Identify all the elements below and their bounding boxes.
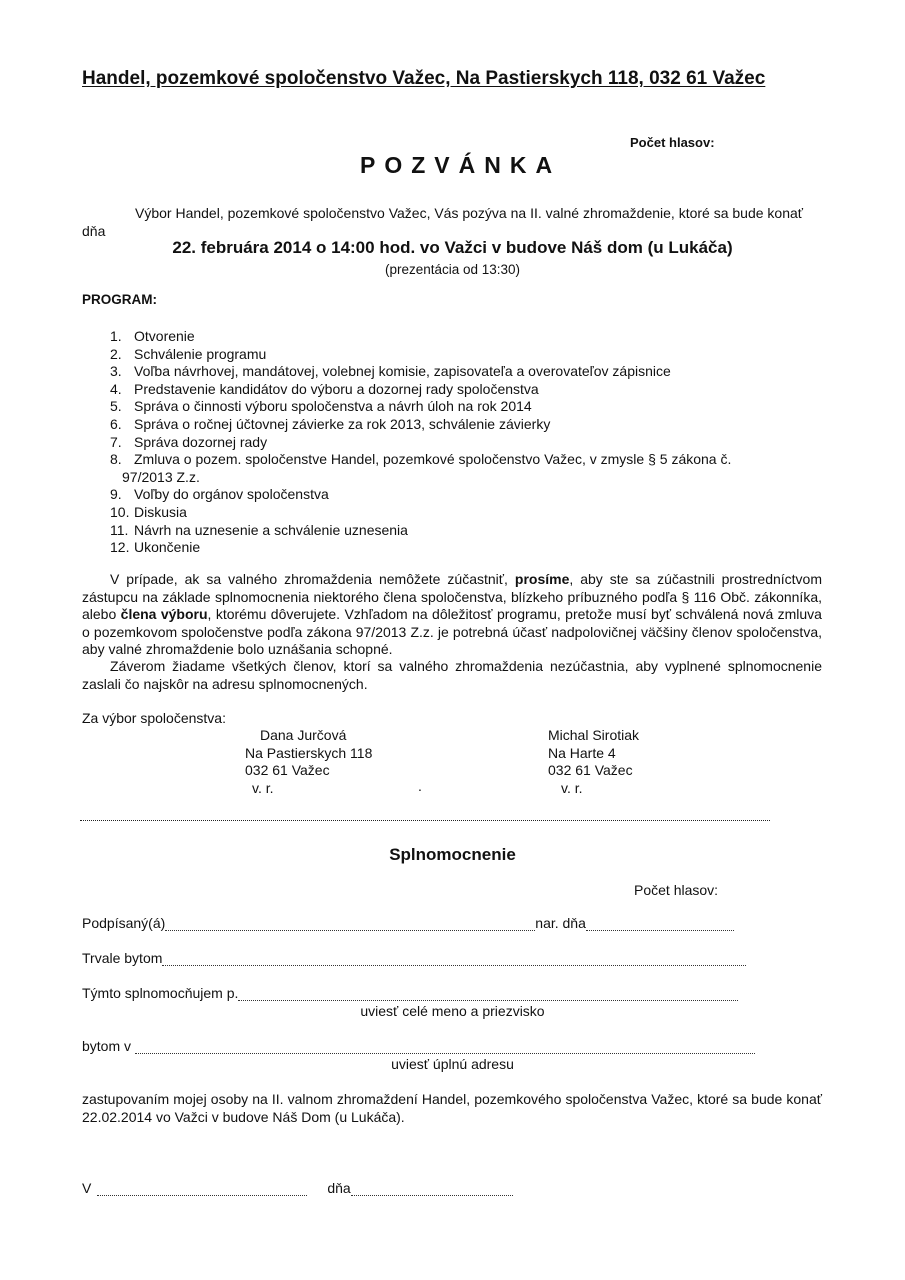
date-label: dňa [327, 1180, 351, 1196]
signatory-signed: v. r. [252, 779, 274, 796]
undersigned-blank[interactable] [165, 917, 535, 931]
undersigned-field-row [82, 915, 734, 931]
signatory-name: Michal Sirotiak [548, 727, 640, 743]
intro-text: Výbor Handel, pozemkové spoločenstvo Važec, Vás pozýva na II. valné zhromaždenie, ktoré sa bude konať dňa [82, 205, 804, 239]
meeting-datetime: 22. februára 2014 o 14:00 hod. vo Važci v budove Náš dom (u Lukáča) [172, 238, 733, 257]
program-item: 11. Návrh na uznesenie a schválenie uznesenia [110, 521, 408, 538]
signatory-signed: v. r. [561, 779, 583, 796]
residence-blank[interactable] [162, 952, 746, 966]
undersigned-label: Podpísaný(á) [82, 915, 166, 931]
document-header: Handel, pozemkové spoločenstvo Važec, Na Pastierskych 118, 032 61 Važec [82, 68, 766, 89]
program-item: 8. Zmluva o pozem. spoločenstve Handel, pozemkové spoločenstvo Važec, v zmysle § 5 zákona č. [110, 451, 732, 468]
proxy-request-paragraph: V prípade, ak sa valného zhromaždenia nemôžete zúčastniť, prosíme, aby ste sa zúčastnili prostredníctvom zástupcu na základe splnomocnenia niektorého člena spoločenstva, blízkeho príbuzného podľa § 116 Obč. zákonníka, alebo člena výboru, ktorému dôverujete. Vzhľadom na dôležitosť programu, pretože musí byť schválená nová zmluva o pozemkovom spoločenstve podľa zákona 97/2013 Z.z. je potrebná účasť nadpolovičnej väčšiny členov spoločenstva, aby valné zhromaždenie bolo uznášania schopné. [82, 571, 823, 658]
signatory-block [548, 727, 639, 797]
address-blank[interactable] [135, 1040, 755, 1054]
program-item: 4. Predstavenie kandidátov do výboru a dozornej rady spoločenstva [110, 380, 539, 397]
name-hint: uviesť celé meno a priezvisko [360, 1003, 545, 1019]
program-item: 2. Schválenie programu [110, 345, 267, 362]
program-item: 6. Správa o ročnej účtovnej závierke za rok 2013, schválenie závierky [110, 415, 551, 432]
signatory-street: Na Pastierskych 118 [245, 744, 373, 761]
presentation-time: (prezentácia od 13:30) [384, 262, 521, 277]
program-item: 3. Voľba návrhovej, mandátovej, volebnej komisie, zapisovateľa a overovateľov zápisnice [110, 363, 671, 380]
proxy-name-blank[interactable] [238, 987, 738, 1001]
address-field-row [82, 1038, 755, 1054]
program-item: 12. Ukončenie [110, 539, 201, 556]
residence-label: Trvale bytom [82, 950, 163, 966]
program-item: 5. Správa o činnosti výboru spoločenstva a návrh úloh na rok 2014 [110, 398, 532, 415]
poa-closing-text: zastupovaním mojej osoby na II. valnom zhromaždení Handel, pozemkového spoločenstva Važec, ktoré sa bude konať 22.02.2014 vo Važci v budove Náš Dom (u Lukáča). [82, 1091, 822, 1125]
program-list [110, 328, 810, 557]
authorize-field-row [82, 985, 738, 1001]
address-hint: uviesť úplnú adresu [391, 1056, 514, 1072]
residence-field-row [82, 950, 746, 966]
stray-dot: . [418, 778, 422, 794]
program-item: 7. Správa dozornej rady [110, 433, 268, 450]
signatory-block [245, 727, 372, 797]
signatory-city: 032 61 Važec [548, 762, 633, 779]
program-item: 10. Diskusia [110, 503, 187, 520]
birth-date-blank[interactable] [586, 917, 734, 931]
program-item-continuation: 97/2013 Z.z. [122, 468, 200, 485]
date-blank[interactable] [351, 1182, 513, 1196]
closing-request-paragraph: Záverom žiadame všetkých členov, ktorí sa valného zhromaždenia nezúčastnia, aby vyplnené splnomocnenie zaslali čo najskôr na adresu splnomocnených. [82, 658, 822, 692]
poa-votes-count-label: Počet hlasov: [634, 882, 719, 898]
program-item: 9. Voľby do orgánov spoločenstva [110, 486, 329, 503]
place-label: V [82, 1180, 92, 1196]
place-date-row [82, 1180, 513, 1196]
program-heading: PROGRAM: [82, 292, 157, 307]
signatory-street: Na Harte 4 [548, 744, 616, 761]
program-item: 1. Otvorenie [110, 328, 195, 344]
born-label: nar. dňa [535, 915, 586, 931]
address-label: bytom v [82, 1038, 132, 1054]
power-of-attorney-title: Splnomocnenie [389, 845, 516, 864]
place-blank[interactable] [97, 1182, 307, 1196]
signatory-city: 032 61 Važec [245, 762, 330, 779]
committee-label: Za výbor spoločenstva: [82, 710, 226, 726]
signatory-name: Dana Jurčová [260, 727, 347, 743]
authorize-label: Týmto splnomocňujem p. [82, 985, 239, 1001]
invitation-title: POZVÁNKA [360, 152, 562, 178]
cut-line-divider [80, 820, 770, 821]
votes-count-label: Počet hlasov: [630, 135, 715, 150]
